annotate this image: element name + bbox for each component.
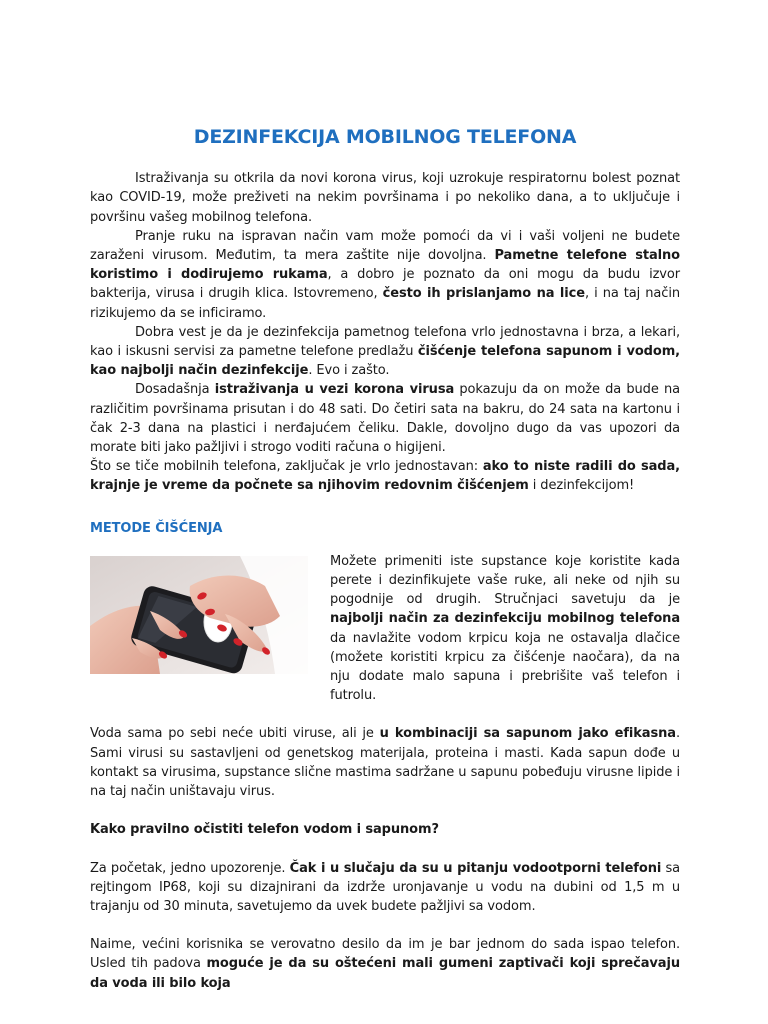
- paragraph-good-news: [90, 323, 680, 381]
- text-run: sa rejtingom IP68, koji su dizajnirani da izdrže uronjavanje u vodu na dubini od 1,5 m u trajanju od 30 minuta, savetujemo da uvek budete pažljivi sa vodom.: [90, 860, 681, 914]
- text-run: Dobra vest je da je dezinfekcija pametnog telefona vrlo jednostavna i brza, a lekari, kao i iskusni servisi za pametne telefone predlažu: [90, 324, 680, 360]
- figure-row: [90, 552, 680, 706]
- bold-run: moguće je da su oštećeni mali gumeni zaptivači koji sprečavaju da voda ili bilo koja: [90, 956, 680, 991]
- bold-run: ako to niste radili do sada, krajnje je vreme da počnete sa njihovim redovnim čišćenjem: [90, 459, 681, 494]
- text-run: , a dobro je poznato da oni mogu da budu izvor bakterija, virusa i drugih klica. Istovremeno,: [90, 267, 680, 302]
- section-heading: METODE ČIŠĆENJA: [90, 520, 223, 536]
- text-run: Voda sama po sebi neće ubiti viruse, ali je: [90, 726, 380, 742]
- text-run: da navlažite vodom krpicu koja ne ostavalja dlačice (možete koristiti krpicu za čišćenje naočara), da na nju dodate malo sapuna i prebrišite vaš telefon i futrolu.: [330, 630, 680, 704]
- page-title: DEZINFEKCIJA MOBILNOG TELEFONA: [193, 126, 577, 148]
- bold-run: Čak i u slučaju da su u pitanju vodootporni telefoni: [289, 860, 662, 876]
- text-run: Što se tiče mobilnih telefona, zaključak je vrlo jednostavan:: [90, 459, 483, 475]
- paragraph-conclusion: [90, 457, 680, 495]
- paragraph-methods: [330, 552, 680, 706]
- document-body: [90, 128, 680, 993]
- text-run: Istraživanja su otkrila da novi korona virus, koji uzrokuje respiratornu bolest poznat kao COVID-19, može preživeti na nekim površinama i po nekoliko dana, a to uključuje i površinu vašeg mobilnog telefona.: [90, 171, 680, 225]
- text-run: Pranje ruku na ispravan način vam može pomoći da vi i vaši voljeni ne budete zaraženi virusom. Međutim, ta mera zaštite nije dovoljna.: [90, 228, 680, 264]
- subheading: [90, 820, 680, 839]
- paragraph-research: [90, 380, 680, 457]
- text-run: Za početak, jedno upozorenje.: [90, 860, 290, 876]
- text-run: . Sami virusi su sastavljeni od genetskog materijala, proteina i masti. Kada sapun dođe u kontakt sa virusima, supstance slične mastima sadržane u sapunu pobeđuju virusne lipide i na taj način uništavaju virus.: [90, 726, 680, 800]
- text-run: . Evo i zašto.: [308, 363, 390, 379]
- paragraph-handwashing: [90, 227, 680, 323]
- paragraph-drops: [90, 935, 680, 993]
- bold-run: u kombinaciji sa sapunom jako efikasna: [379, 726, 676, 742]
- paragraph-water-soap: [90, 724, 680, 801]
- text-run: Naime, većini korisnika se verovatno desilo da im je bar jednom do sada ispao telefon. Usled tih padova: [90, 937, 680, 972]
- text-run: i dezinfekcijom!: [528, 478, 635, 494]
- hands-cleaning-phone-illustration: [90, 556, 308, 674]
- text-run: Dosadašnja: [135, 382, 215, 398]
- bold-run: često ih prislanjamo na lice: [382, 286, 585, 302]
- bold-run: Kako pravilno očistiti telefon vodom i sapunom?: [90, 822, 439, 838]
- bold-run: najbolji način za dezinfekciju mobilnog telefona: [330, 611, 680, 627]
- bold-run: čišćenje telefona sapunom i vodom, kao najbolji način dezinfekcije: [90, 344, 680, 379]
- photo-hands-cleaning-phone: [90, 556, 308, 674]
- bold-run: istraživanja u vezi korona virusa: [214, 382, 455, 398]
- text-run: , i na taj način rizikujemo da se inficiramo.: [90, 286, 680, 321]
- paragraph-intro: [90, 169, 680, 227]
- text-run: Možete primeniti iste supstance koje koristite kada perete i dezinfikujete vaše ruke, ali neke od njih su pogodnije od drugih. Stručnjaci savetuju da je: [330, 553, 680, 608]
- text-run: pokazuju da on može da bude na različitim površinama prisutan i do 48 sati. Do četiri sata na bakru, do 24 sata na kartonu i čak 2-3 dana na plastici i nerđajućem čeliku. Dakle, dovoljno dugo da vas upozori da morate biti jako pažljivi i strogo voditi računa o higijeni.: [90, 382, 680, 456]
- bold-run: Pametne telefone stalno koristimo i dodirujemo rukama: [90, 248, 680, 283]
- paragraph-warning: [90, 859, 680, 917]
